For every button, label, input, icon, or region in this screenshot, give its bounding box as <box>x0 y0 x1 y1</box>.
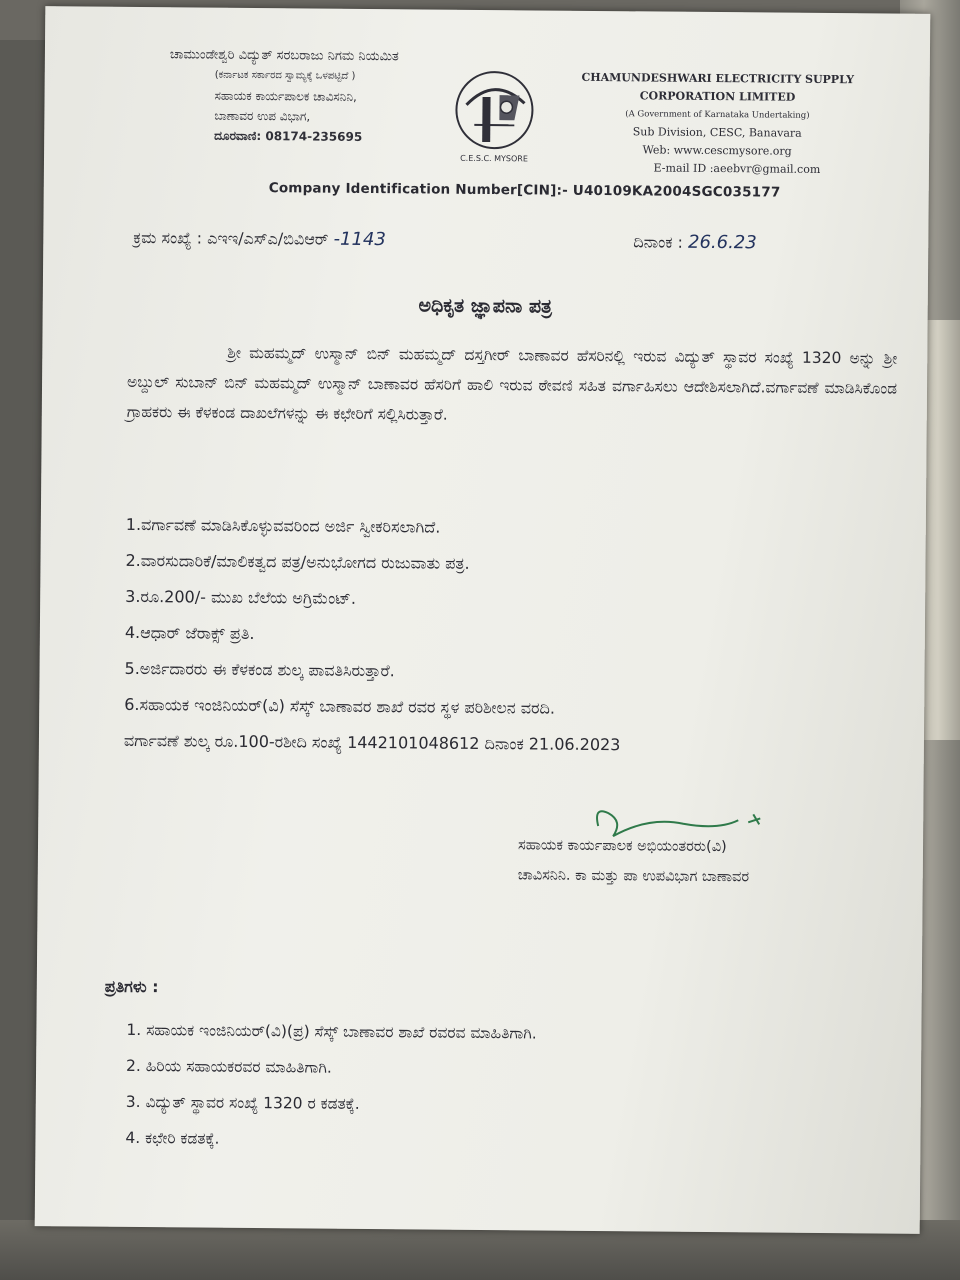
reference-number <box>133 227 386 250</box>
signatory-office: ಚಾವಿಸನಿನಿ. ಕಾ ಮತ್ತು ಪಾ ಉಪವಿಭಾಗ ಬಾಣಾವರ <box>517 867 750 886</box>
letterhead-kannada-line: (ಕರ್ನಾಟಕ ಸರ್ಕಾರದ ಸ್ವಾಮ್ಯಕ್ಕೆ ಒಳಪಟ್ಟಿದೆ ) <box>214 69 356 82</box>
copy-item: 4. ಕಛೇರಿ ಕಡತಕ್ಕೆ. <box>125 1128 220 1148</box>
fee-receipt-line: ವರ್ಗಾವಣೆ ಶುಲ್ಕ ರೂ.100-ರಶೀದಿ ಸಂಖ್ಯೆ 1442101048612 ದಿನಾಂಕ 21.06.2023 <box>123 730 621 755</box>
company-name-line-2: CORPORATION LIMITED <box>639 89 796 104</box>
date-label: ದಿನಾಂಕ : <box>633 232 689 252</box>
copies-heading: ಪ್ರತಿಗಳು : <box>104 976 159 997</box>
letterhead-kannada-line: ದೂರವಾಣಿ: 08174-235695 <box>214 128 363 144</box>
company-status: (A Government of Karnataka Undertaking) <box>625 109 810 121</box>
list-item: 3.ರೂ.200/- ಮುಖ ಬೆಲೆಯ ಅಗ್ರಿಮೆಂಟ್. <box>125 586 357 608</box>
reference-label: ಕ್ರಮ ಸಂಖ್ಯೆ : ಎಇಇ/ಎಸ್ಎ/ಬಿವಿಆರ್ <box>133 227 334 249</box>
company-name-line-1: CHAMUNDESHWARI ELECTRICITY SUPPLY <box>581 70 855 87</box>
letterhead-kannada-line: ಸಹಾಯಕ ಕಾರ್ಯಪಾಲಕ ಚಾವಿಸನಿನಿ, <box>214 88 357 104</box>
email-line: E-mail ID :aeebvr@gmail.com <box>653 161 821 176</box>
letter-page <box>35 6 931 1234</box>
letterhead-english <box>572 69 863 180</box>
web-line: Web: www.cescmysore.org <box>642 143 792 158</box>
copy-item: 3. ವಿದ್ಯುತ್ ಸ್ಥಾವರ ಸಂಖ್ಯೆ 1320 ರ ಕಡತಕ್ಕೆ. <box>125 1092 360 1113</box>
subdivision-line: Sub Division, CESC, Banavara <box>632 125 802 140</box>
copy-item: 1. ಸಹಾಯಕ ಇಂಜಿನಿಯರ್(ವಿ)(ಪ್ರ) ಸೆಸ್ಕ್ ಬಾಣಾವರ ಶಾಖೆ ರವರವ ಮಾಹಿತಿಗಾಗಿ. <box>126 1020 537 1043</box>
list-item: 1.ವರ್ಗಾವಣೆ ಮಾಡಿಸಿಕೊಳ್ಳುವವರಿಂದ ಅರ್ಜಿ ಸ್ವೀಕರಿಸಲಾಗಿದೆ. <box>125 514 441 537</box>
cesc-logo <box>444 65 545 166</box>
copy-item: 2. ಹಿರಿಯ ಸಹಾಯಕರವರ ಮಾಹಿತಿಗಾಗಿ. <box>126 1056 332 1077</box>
list-item: 5.ಅರ್ಜಿದಾರರು ಈ ಕೆಳಕಂಡ ಶುಲ್ಕ ಪಾವತಿಸಿರುತ್ತಾರೆ. <box>124 658 395 681</box>
reference-handwritten-number: -1143 <box>333 228 386 251</box>
list-item: 6.ಸಹಾಯಕ ಇಂಜಿನಿಯರ್(ವಿ) ಸೆಸ್ಕ್ ಬಾಣಾವರ ಶಾಖೆ ರವರ ಸ್ಥಳ ಪರಿಶೀಲನ ವರದಿ. <box>124 694 556 718</box>
letterhead-kannada <box>169 45 399 147</box>
list-item: 4.ಆಧಾರ್ ಜೆರಾಕ್ಸ್ ಪ್ರತಿ. <box>124 622 255 644</box>
list-item: 2.ವಾರಸುದಾರಿಕೆ/ಮಾಲಿಕತ್ವದ ಪತ್ರ/ಅನುಭೋಗದ ರುಜುವಾತು ಪತ್ರ. <box>125 550 470 573</box>
letterhead-kannada-line: ಬಾಣಾವರ ಉಪ ವಿಭಾಗ, <box>214 108 311 124</box>
page-title: ಅಧಿಕೃತ ಜ್ಞಾಪನಾ ಪತ್ರ <box>418 294 553 318</box>
cin-line: Company Identification Number[CIN]:- U40109KA2004SGC035177 <box>268 180 781 201</box>
letterhead-kannada-line: ಚಾಮುಂಡೇಶ್ವರಿ ವಿದ್ಯುತ್ ಸರಬರಾಜು ನಿಗಮ ನಿಯಮಿತ <box>169 47 399 65</box>
documents-list <box>124 507 926 766</box>
date-handwritten: 26.6.23 <box>687 231 757 254</box>
body-paragraph: ಶ್ರೀ ಮಹಮ್ಮದ್ ಉಸ್ಮಾನ್ ಬಿನ್ ಮಹಮ್ಮದ್ ದಸ್ತಗೀರ್ ಬಾಣಾವರ ಹೆಸರಿನಲ್ಲಿ ಇರುವ ವಿದ್ಯುತ್ ಸ್ಥಾವರ ಸಂಖ್ಯೆ 1320 ಅನ್ನು ಶ್ರೀ ಅಬ್ದುಲ್ ಸುಬಾನ್ ಬಿನ್ ಮಹಮ್ಮದ್ ಉಸ್ಮಾನ್ ಬಾಣಾವರ ಹೆಸರಿಗೆ ಹಾಲಿ ಇರುವ ಠೇವಣಿ ಸಹಿತ ವರ್ಗಾಹಿಸಲು ಆದೇಶಿಸಲಾಗಿದೆ.ವರ್ಗಾವಣೆ ಮಾಡಿಸಿಕೊಂಡ ಗ್ರಾಹಕರು ಈ ಕೆಳಕಂಡ ದಾಖಲೆಗಳನ್ನು ಈ ಕಛೇರಿಗೆ ಸಲ್ಲಿಸಿರುತ್ತಾರೆ. <box>126 343 898 424</box>
logo-text: C.E.S.C. MYSORE <box>460 153 528 164</box>
copies-list <box>125 1012 537 1160</box>
signatory-designation: ಸಹಾಯಕ ಕಾರ್ಯಪಾಲಕ ಅಭಿಯಂತರರು(ವಿ) <box>517 837 727 856</box>
signatory-block <box>518 830 750 892</box>
letter-date <box>633 231 757 253</box>
